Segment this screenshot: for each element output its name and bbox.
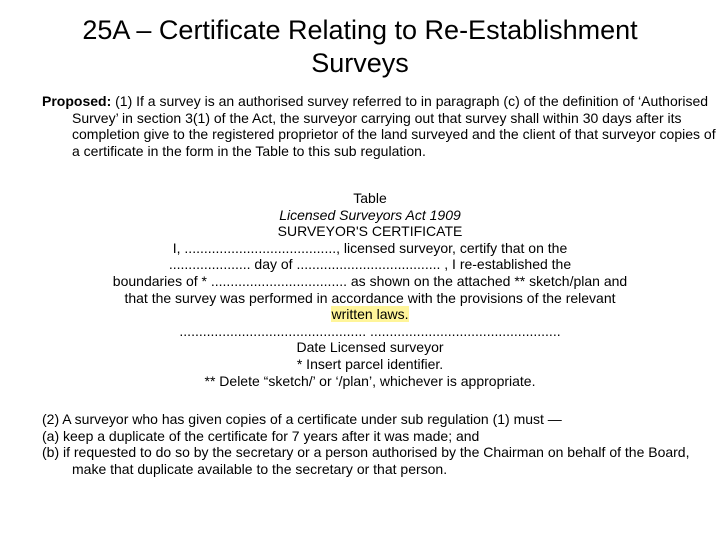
highlighted-text: written laws. xyxy=(331,306,409,323)
list-item: (a) keep a duplicate of the certificate for 7 years after it was made; and xyxy=(42,427,480,444)
certificate-heading: SURVEYOR'S CERTIFICATE xyxy=(277,223,463,240)
page-title xyxy=(0,14,720,80)
title-line-2: Surveys xyxy=(311,48,409,78)
table-label: Table xyxy=(353,190,387,206)
list-item: (b) if requested to do so by the secretary or a person authorised by the Chairman on behalf of the Board, make that duplicate available to the secretary or that person. xyxy=(42,444,690,477)
list-item: (2) A surveyor who has given copies of a certificate under sub regulation (1) must — xyxy=(42,411,562,427)
certificate-line-4: that the survey was performed in accordance with the provisions of the relevant xyxy=(124,289,616,306)
certificate-line-5 xyxy=(60,306,680,323)
subregulation-list xyxy=(42,411,692,477)
proposed-label: Proposed: xyxy=(42,93,112,109)
signature-caption: Date Licensed surveyor xyxy=(296,339,444,356)
certificate-table xyxy=(60,190,680,389)
certificate-line-3: boundaries of * ................................... as shown on the attached ** sketch/plan and xyxy=(112,272,628,289)
footnote-1: * Insert parcel identifier. xyxy=(296,355,444,372)
certificate-line-1: I, ......................................., licensed surveyor, certify that on the xyxy=(172,239,568,256)
proposed-text: (1) If a survey is an authorised survey referred to in paragraph (c) of the definition of ‘Authorised Survey’ in section 3(1) of the Act, the surveyor carrying out that survey shall within 30 days after its completion give to the registered proprietor of the land surveyed and the client of that surveyor copies of a certificate in the form in the Table to this sub regulation. xyxy=(72,93,716,159)
proposed-paragraph xyxy=(42,93,720,159)
footnote-2: ** Delete “sketch/’ or ‘/plan’, whichever is appropriate. xyxy=(204,372,536,389)
certificate-line-2: ..................... day of ..................................... , I re-established the xyxy=(168,256,572,273)
title-line-1: 25A – Certificate Relating to Re-Establishment xyxy=(82,15,638,45)
signature-dots: ................................................ ................................................. xyxy=(179,322,561,339)
act-name: Licensed Surveyors Act 1909 xyxy=(279,206,461,223)
